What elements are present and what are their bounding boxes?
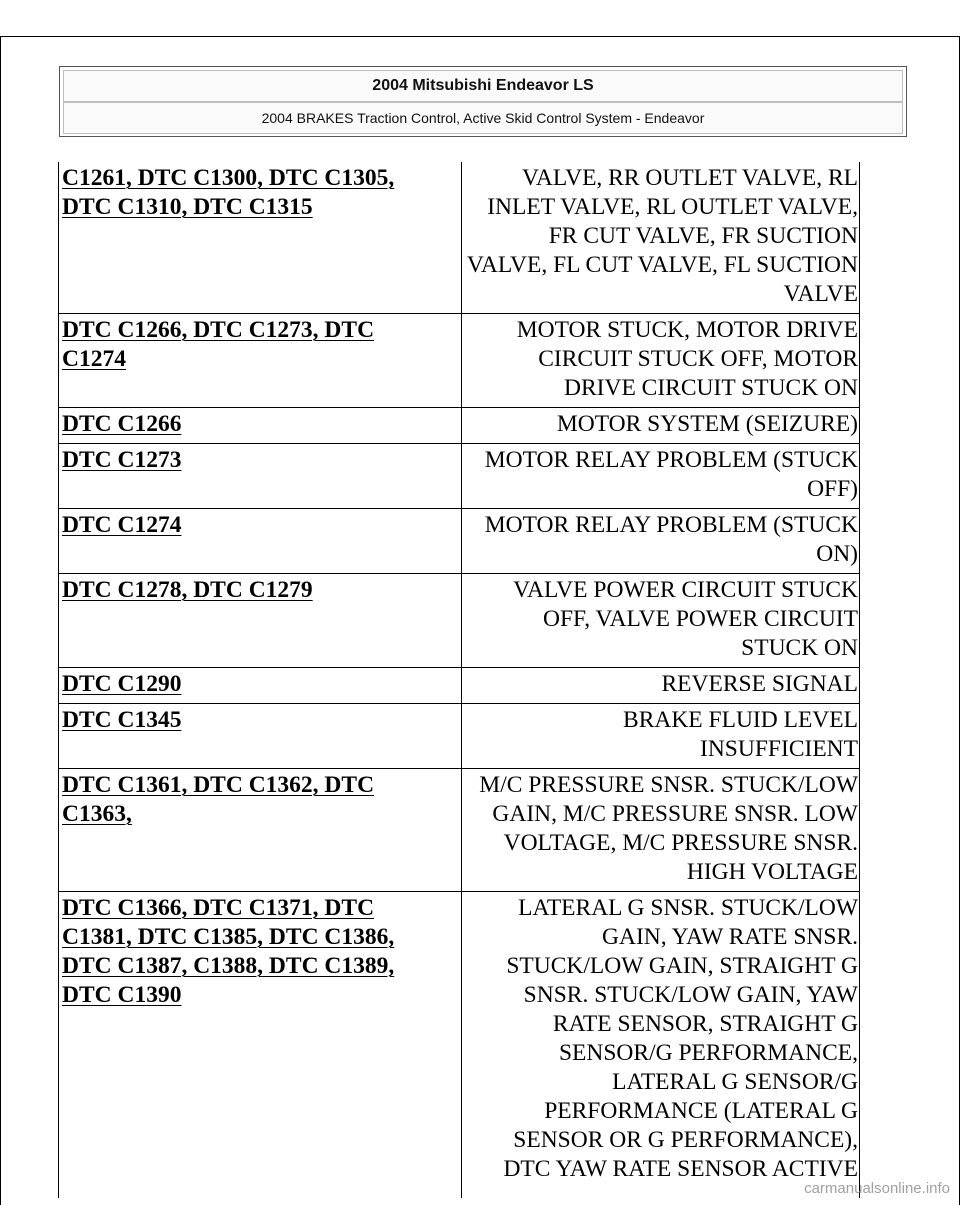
description-cell: VALVE, RR OUTLET VALVE, RL INLET VALVE, RL OUTLET VALVE, FR CUT VALVE, FR SUCTION VALVE, FL CUT VALVE, FL SUCTION VALVE [462,162,860,314]
dtc-code-link[interactable]: DTC C1366, DTC C1371, DTC C1381, DTC C1385, DTC C1386, DTC C1387, C1388, DTC C1389, DTC C1390 [62,895,395,1008]
table-row [59,704,860,769]
table-row [59,314,860,408]
code-cell [59,574,462,668]
description-cell: REVERSE SIGNAL [462,668,860,704]
dtc-code-link[interactable]: C1261, DTC C1300, DTC C1305, DTC C1310, DTC C1315 [62,165,395,220]
dtc-code-link[interactable]: DTC C1278, DTC C1279 [62,577,313,603]
code-cell [59,668,462,704]
code-cell [59,408,462,444]
dtc-code-link[interactable]: DTC C1266 [62,411,182,437]
description-cell: M/C PRESSURE SNSR. STUCK/LOW GAIN, M/C PRESSURE SNSR. LOW VOLTAGE, M/C PRESSURE SNSR. HIGH VOLTAGE [462,769,860,892]
description-cell: VALVE POWER CIRCUIT STUCK OFF, VALVE POWER CIRCUIT STUCK ON [462,574,860,668]
table-row [59,162,860,314]
dtc-code-link[interactable]: DTC C1361, DTC C1362, DTC C1363, [62,772,375,827]
site-watermark: carmanualsonline.info [804,1180,950,1197]
code-cell [59,444,462,509]
description-cell: MOTOR RELAY PROBLEM (STUCK ON) [462,509,860,574]
table-row [59,892,860,1199]
document-subtitle: 2004 BRAKES Traction Control, Active Skid Control System - Endeavor [63,102,903,134]
dtc-table [58,162,860,1198]
document-title: 2004 Mitsubishi Endeavor LS [63,70,903,102]
description-cell: LATERAL G SNSR. STUCK/LOW GAIN, YAW RATE SNSR. STUCK/LOW GAIN, STRAIGHT G SNSR. STUCK/LOW GAIN, YAW RATE SENSOR, STRAIGHT G SENSOR/G PERFORMANCE, LATERAL G SENSOR/G PERFORMANCE (LATERAL G SENSOR OR G PERFORMANCE), DTC YAW RATE SENSOR ACTIVE [462,892,860,1199]
table-row [59,408,860,444]
code-cell [59,704,462,769]
code-cell [59,509,462,574]
dtc-code-link[interactable]: DTC C1274 [62,512,182,538]
description-cell: MOTOR SYSTEM (SEIZURE) [462,408,860,444]
table-row [59,668,860,704]
code-cell [59,314,462,408]
description-cell: MOTOR STUCK, MOTOR DRIVE CIRCUIT STUCK OFF, MOTOR DRIVE CIRCUIT STUCK ON [462,314,860,408]
dtc-code-link[interactable]: DTC C1273 [62,447,182,473]
description-cell: BRAKE FLUID LEVEL INSUFFICIENT [462,704,860,769]
code-cell [59,162,462,314]
table-row [59,444,860,509]
document-header [59,66,907,137]
table-row [59,769,860,892]
table-row [59,574,860,668]
table-row [59,509,860,574]
dtc-code-link[interactable]: DTC C1266, DTC C1273, DTC C1274 [62,317,375,372]
dtc-code-link[interactable]: DTC C1290 [62,671,182,697]
code-cell [59,892,462,1199]
dtc-code-link[interactable]: DTC C1345 [62,707,182,733]
code-cell [59,769,462,892]
description-cell: MOTOR RELAY PROBLEM (STUCK OFF) [462,444,860,509]
